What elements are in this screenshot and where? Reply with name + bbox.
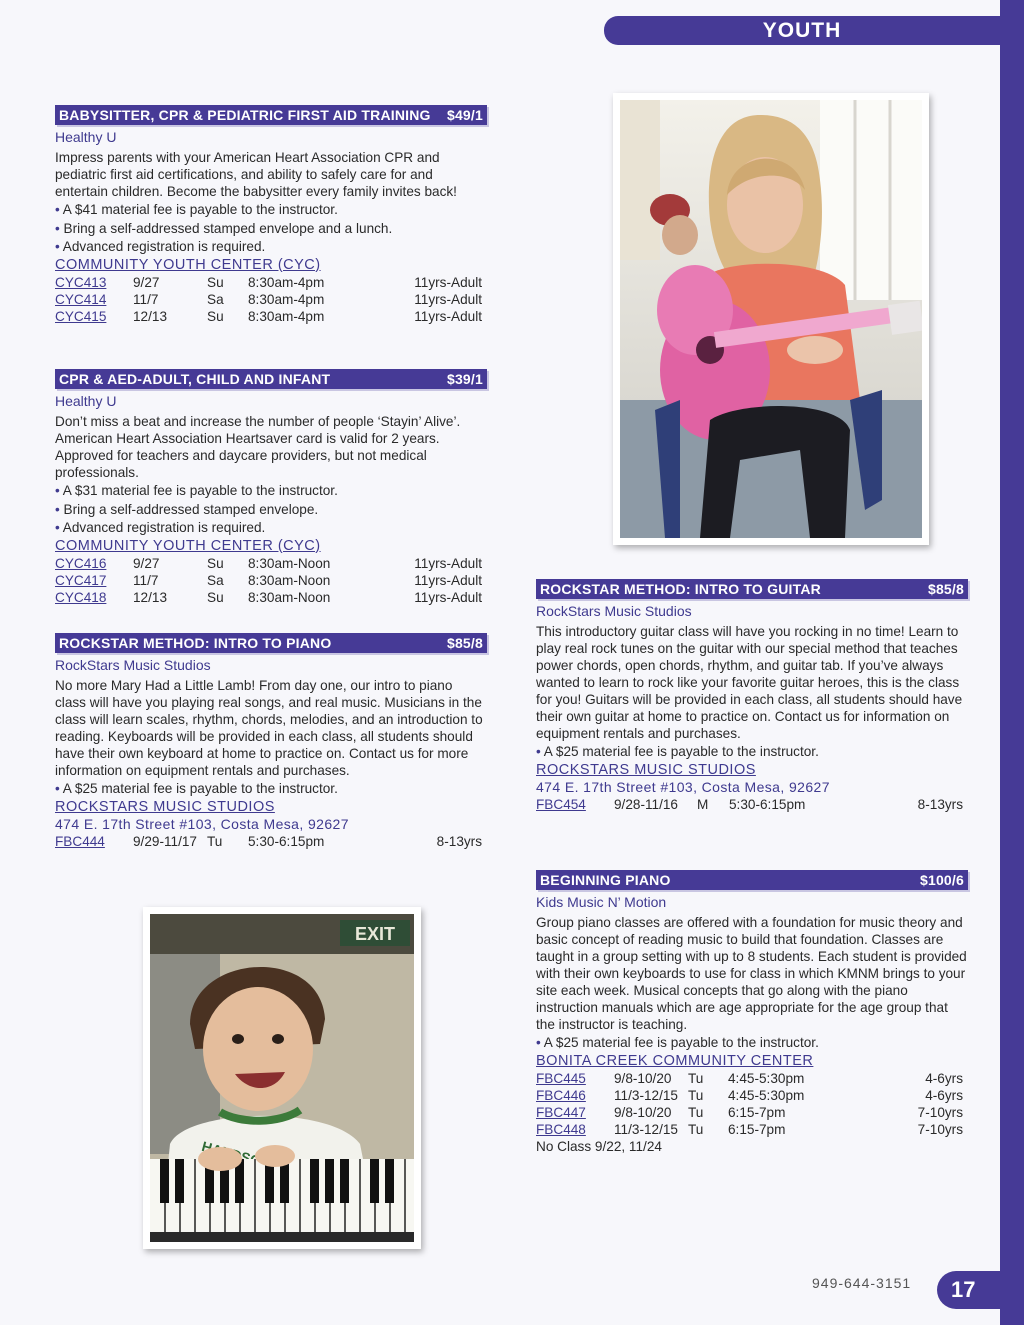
course-code-link[interactable]: CYC417 <box>55 572 107 588</box>
course-location-link[interactable]: COMMUNITY YOUTH CENTER (CYC) <box>55 537 321 554</box>
course-bullets <box>55 780 487 799</box>
course-code-link[interactable]: FBC446 <box>536 1087 586 1103</box>
session-age: 4-6yrs <box>925 1070 963 1086</box>
session-day: Tu <box>688 1070 704 1086</box>
course-price: $100/6 <box>919 872 964 888</box>
course-header <box>536 870 968 890</box>
course-description: Don’t miss a beat and increase the number of people ‘Stayin’ Alive’. American Heart Association Heartsaver card is valid for 2 years. Approved for teachers and daycare providers, but not medical professionals. <box>55 414 461 480</box>
bullet-item: • A $25 material fee is payable to the instructor. <box>55 780 487 799</box>
session-age: 4-6yrs <box>925 1087 963 1103</box>
course-location-link[interactable]: COMMUNITY YOUTH CENTER (CYC) <box>55 256 321 273</box>
session-row <box>536 796 968 813</box>
session-day: Tu <box>688 1121 704 1137</box>
course-description: Impress parents with your American Heart Association CPR and pediatric first aid certifications, and ability to safely care for and entertain children. Become the babysitter every family invites back! <box>55 150 457 199</box>
course-code-link[interactable]: CYC413 <box>55 274 107 290</box>
session-day: Su <box>207 589 224 605</box>
course-provider: Healthy U <box>55 129 117 145</box>
session-time: 5:30-6:15pm <box>729 796 806 812</box>
session-age: 11yrs-Adult <box>414 572 482 588</box>
course-price: $49/1 <box>446 107 483 123</box>
session-row <box>536 1087 968 1104</box>
session-time: 4:45-5:30pm <box>728 1087 805 1103</box>
session-time: 8:30am-4pm <box>248 274 325 290</box>
session-date: 12/13 <box>133 589 168 605</box>
session-row <box>55 308 487 325</box>
section-tab: YOUTH <box>604 16 1000 45</box>
session-time: 8:30am-Noon <box>248 589 331 605</box>
course-bullets <box>536 1034 968 1053</box>
session-date: 11/3-12/15 <box>614 1121 678 1137</box>
bullet-item: • Bring a self-addressed stamped envelope and a lunch. <box>55 220 487 239</box>
session-age: 8-13yrs <box>436 833 482 849</box>
photo-girl-guitar <box>613 93 929 545</box>
session-day: Su <box>207 308 224 324</box>
course-bullets <box>55 482 487 538</box>
session-time: 6:15-7pm <box>728 1104 786 1120</box>
session-day: Su <box>207 555 224 571</box>
session-date: 9/29-11/17 <box>133 833 197 849</box>
course-price: $85/8 <box>927 581 964 597</box>
course-header <box>55 633 487 653</box>
course-provider: Healthy U <box>55 393 117 409</box>
course-code-link[interactable]: CYC414 <box>55 291 107 307</box>
bullet-item: • A $25 material fee is payable to the instructor. <box>536 1034 968 1053</box>
session-date: 11/7 <box>133 291 159 307</box>
session-date: 9/27 <box>133 274 160 290</box>
course-cpr-aed <box>55 369 487 606</box>
course-price: $39/1 <box>446 371 483 387</box>
boy-piano-illustration <box>150 914 414 1242</box>
session-time: 8:30am-Noon <box>248 555 331 571</box>
bullet-item: • A $25 material fee is payable to the instructor. <box>536 743 968 762</box>
course-address: 474 E. 17th Street #103, Costa Mesa, 92627 <box>536 778 830 795</box>
session-age: 11yrs-Adult <box>414 555 482 571</box>
session-row <box>55 589 487 606</box>
session-time: 8:30am-4pm <box>248 291 325 307</box>
course-code-link[interactable]: CYC416 <box>55 555 107 571</box>
session-row <box>536 1104 968 1121</box>
session-time: 4:45-5:30pm <box>728 1070 805 1086</box>
course-description: Group piano classes are offered with a foundation for music theory and basic concept of reading music to build that foundation. Classes are taught in a group setting with up to 8 students. Each student is provided with their own keyboards to use for class in which KMNM brings to your site each week. Musical concepts that go along with the piano instruction manuals which are age appropriate for the age group that the instructor is teaching. <box>536 915 967 1032</box>
course-title: ROCKSTAR METHOD: INTRO TO GUITAR <box>540 581 821 597</box>
session-row <box>55 555 487 572</box>
course-provider: RockStars Music Studios <box>55 657 211 673</box>
session-time: 8:30am-4pm <box>248 308 325 324</box>
session-row <box>55 572 487 589</box>
session-age: 8-13yrs <box>917 796 963 812</box>
course-provider: RockStars Music Studios <box>536 603 692 619</box>
session-day: Sa <box>207 572 224 588</box>
session-row <box>55 833 487 850</box>
session-time: 5:30-6:15pm <box>248 833 325 849</box>
session-day: Su <box>207 274 224 290</box>
course-title: CPR & AED-ADULT, CHILD AND INFANT <box>59 371 331 387</box>
session-age: 11yrs-Adult <box>414 589 482 605</box>
session-date: 9/8-10/20 <box>614 1070 672 1086</box>
session-time: 6:15-7pm <box>728 1121 786 1137</box>
session-day: M <box>697 796 709 812</box>
session-row <box>55 291 487 308</box>
session-age: 11yrs-Adult <box>414 274 482 290</box>
course-description: No more Mary Had a Little Lamb! From day one, our intro to piano class will have you playing real songs, and real music. Musicians in the class will learn scales, rhythm, chords, melodies, and an introduction to reading. Keyboards will be provided in each class, all students should have their own keyboard at home to practice on. Contact us for more information on equipment rentals and purchases. <box>55 678 483 778</box>
course-code-link[interactable]: FBC445 <box>536 1070 586 1086</box>
side-color-bar <box>1000 0 1024 1325</box>
course-code-link[interactable]: FBC444 <box>55 833 105 849</box>
course-code-link[interactable]: FBC447 <box>536 1104 586 1120</box>
course-note: No Class 9/22, 11/24 <box>536 1138 662 1154</box>
session-time: 8:30am-Noon <box>248 572 331 588</box>
course-bullets <box>536 743 968 762</box>
session-date: 11/7 <box>133 572 159 588</box>
course-intro-piano <box>55 633 487 850</box>
course-code-link[interactable]: FBC448 <box>536 1121 586 1137</box>
course-provider: Kids Music N’ Motion <box>536 894 667 910</box>
session-date: 11/3-12/15 <box>614 1087 678 1103</box>
session-day: Sa <box>207 291 224 307</box>
course-price: $85/8 <box>446 635 483 651</box>
course-code-link[interactable]: FBC454 <box>536 796 586 812</box>
session-age: 7-10yrs <box>917 1121 963 1137</box>
session-day: Tu <box>688 1104 704 1120</box>
bullet-item: • A $31 material fee is payable to the instructor. <box>55 482 487 501</box>
course-description: This introductory guitar class will have you rocking in no time! Learn to play real rock tunes on the guitar with our special method that teaches power chords, open chords, rhythm, and guitar tab. If you’ve always wanted to learn to rock like your favorite guitar heroes, this is the class for you! Guitars will be provided in each class, all students should have their own guitar at home to practice on. Contact us for information on equipment rentals and purchases. <box>536 624 963 741</box>
course-title: BABYSITTER, CPR & PEDIATRIC FIRST AID TRAINING <box>59 107 431 123</box>
course-title: BEGINNING PIANO <box>540 872 671 888</box>
course-intro-guitar <box>536 579 968 813</box>
bullet-item: • A $41 material fee is payable to the instructor. <box>55 201 487 220</box>
session-day: Tu <box>688 1087 704 1103</box>
shirt-text: HANDSOME <box>200 1137 284 1175</box>
course-code-link[interactable]: CYC415 <box>55 308 107 324</box>
course-code-link[interactable]: CYC418 <box>55 589 107 605</box>
session-date: 12/13 <box>133 308 168 324</box>
session-row <box>55 274 487 291</box>
course-title: ROCKSTAR METHOD: INTRO TO PIANO <box>59 635 332 651</box>
girl-guitar-illustration <box>620 100 922 538</box>
footer-phone: 949-644-3151 <box>812 1275 912 1291</box>
course-location-link[interactable]: BONITA CREEK COMMUNITY CENTER <box>536 1052 814 1069</box>
session-date: 9/8-10/20 <box>614 1104 672 1120</box>
course-location-link[interactable]: ROCKSTARS MUSIC STUDIOS <box>55 798 275 815</box>
course-location-link[interactable]: ROCKSTARS MUSIC STUDIOS <box>536 761 756 778</box>
course-header <box>55 369 487 389</box>
bullet-item: • Advanced registration is required. <box>55 519 487 538</box>
course-header <box>536 579 968 599</box>
session-age: 7-10yrs <box>917 1104 963 1120</box>
photo-boy-piano <box>143 907 421 1249</box>
session-age: 11yrs-Adult <box>414 308 482 324</box>
course-bullets <box>55 201 487 257</box>
course-header <box>55 105 487 125</box>
bullet-item: • Bring a self-addressed stamped envelope. <box>55 501 487 520</box>
course-address: 474 E. 17th Street #103, Costa Mesa, 92627 <box>55 815 349 832</box>
exit-sign-text: EXIT <box>354 924 396 944</box>
session-day: Tu <box>207 833 223 849</box>
session-row <box>536 1121 968 1138</box>
page-number: 17 <box>937 1271 1007 1309</box>
session-age: 11yrs-Adult <box>414 291 482 307</box>
session-date: 9/27 <box>133 555 160 571</box>
course-babysitter <box>55 105 487 325</box>
bullet-item: • Advanced registration is required. <box>55 238 487 257</box>
session-date: 9/28-11/16 <box>614 796 678 812</box>
course-beginning-piano <box>536 870 968 1155</box>
session-row <box>536 1070 968 1087</box>
